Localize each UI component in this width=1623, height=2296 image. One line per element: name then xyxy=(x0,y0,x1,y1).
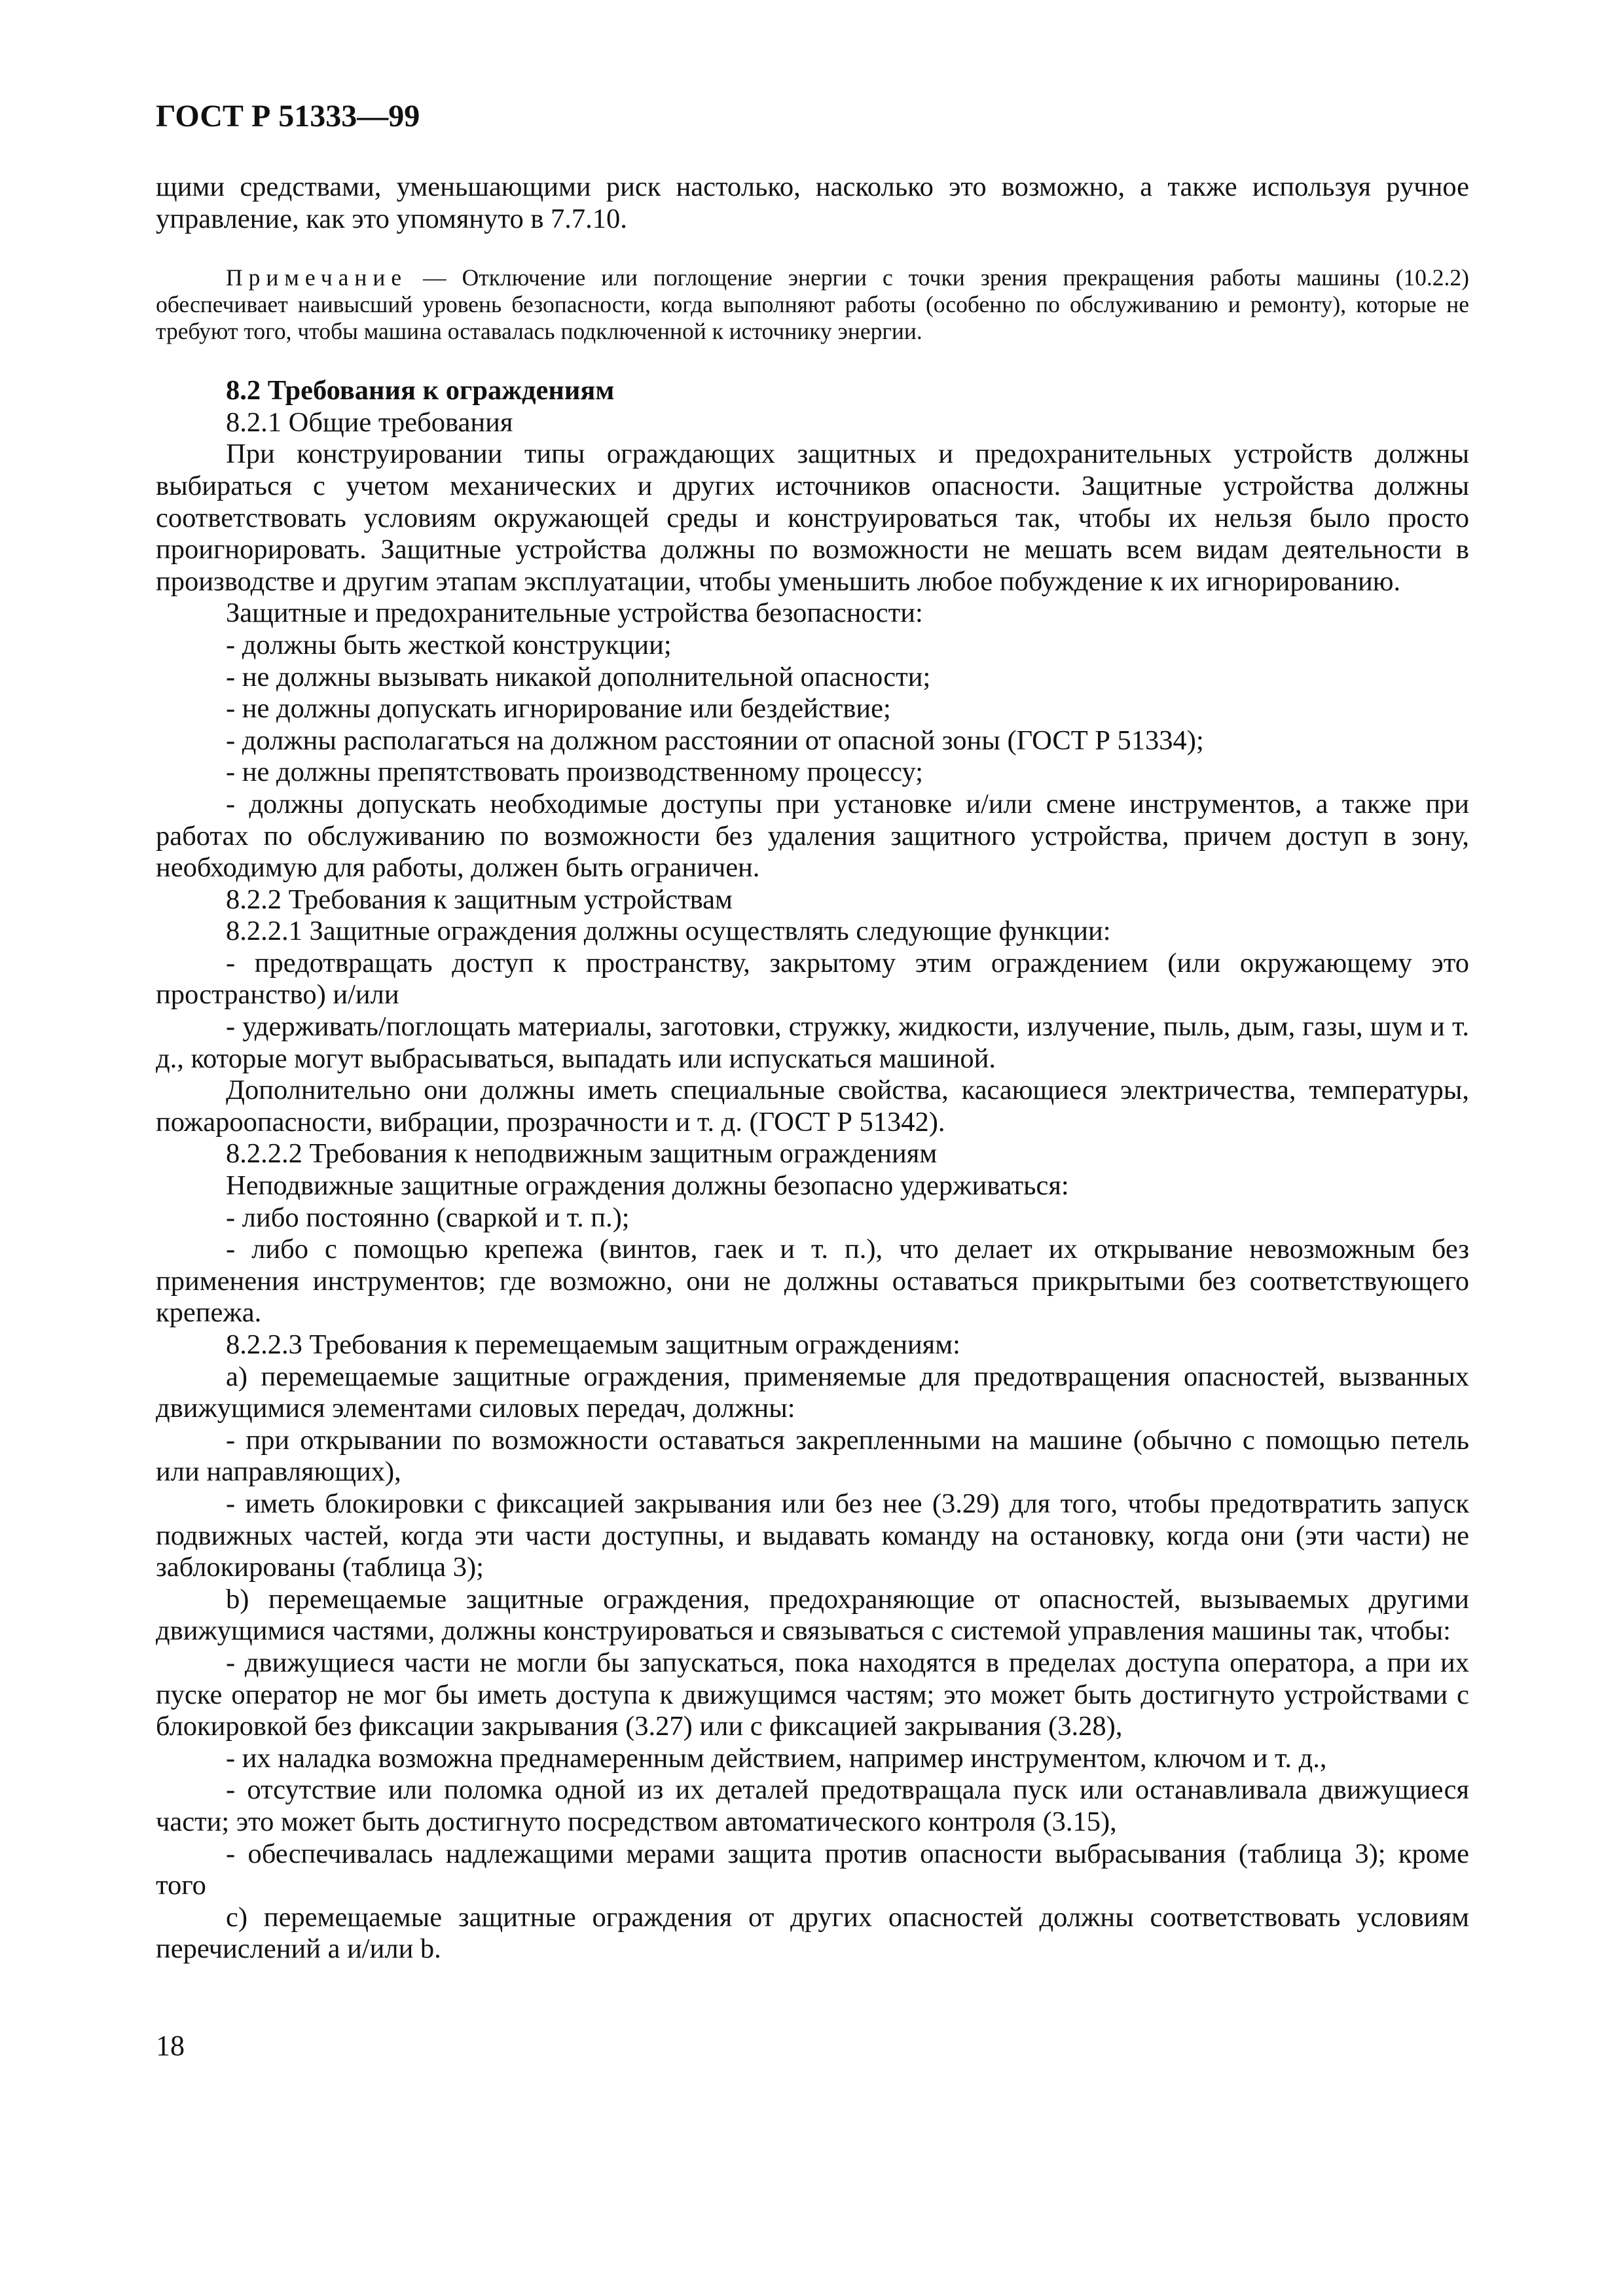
paragraph: Дополнительно они должны иметь специальные свойства, касающиеся электричества, температуры, пожароопасности, вибрации, прозрачности и т. д. (ГОСТ Р 51342). xyxy=(156,1075,1469,1138)
page-body xyxy=(156,171,1469,1965)
subsection-8-2-2-1: 8.2.2.1 Защитные ограждения должны осуществлять следующие функции: xyxy=(226,916,1111,947)
paragraph: Неподвижные защитные ограждения должны безопасно удерживаться: xyxy=(226,1170,1069,1202)
subsection-8-2-2-3: 8.2.2.3 Требования к перемещаемым защитным ограждениям: xyxy=(226,1329,960,1360)
list-item: - удерживать/поглощать материалы, заготовки, стружку, жидкости, излучение, пыль, дым, газы, шум и т. д., которые могут выбрасываться, выпадать или испускаться машиной. xyxy=(156,1011,1469,1074)
list-item: - их наладка возможна преднамеренным действием, например инструментом, ключом и т. д., xyxy=(226,1742,1327,1774)
list-item: - либо с помощью крепежа (винтов, гаек и т. п.), что делает их открывание невозможным без применения инструментов; где возможно, они не должны оставаться прикрытыми без соответствующего крепежа. xyxy=(156,1234,1469,1329)
intro-paragraph: щими средствами, уменьшающими риск настолько, насколько это возможно, а также используя ручное управление, как это упомянуто в 7.7.10. xyxy=(156,171,1469,234)
list-item: - обеспечивалась надлежащими мерами защита против опасности выбрасывания (таблица 3); кроме того xyxy=(156,1838,1469,1901)
page-number: 18 xyxy=(156,2030,185,2062)
item-b: b) перемещаемые защитные ограждения, предохраняющие от опасностей, вызываемых другими движущимися частями, должны конструироваться и связываться с системой управления машины так, чтобы: xyxy=(156,1583,1469,1647)
note-paragraph xyxy=(156,264,1469,345)
list-item: - не должны препятствовать производственному процессу; xyxy=(226,757,923,788)
list-item: - должны располагаться на должном расстоянии от опасной зоны (ГОСТ Р 51334); xyxy=(226,725,1204,756)
page-header: ГОСТ Р 51333—99 xyxy=(156,99,420,134)
list-item: - отсутствие или поломка одной из их деталей предотвращала пуск или останавливала движущиеся части; это может быть достигнуто посредством автоматического контроля (3.15), xyxy=(156,1774,1469,1837)
subsection-8-2-2-2: 8.2.2.2 Требования к неподвижным защитным ограждениям xyxy=(226,1138,938,1170)
list-item: - предотвращать доступ к пространству, закрытому этим ограждением (или окружающему это пространство) и/или xyxy=(156,947,1469,1011)
list-item: - иметь блокировки с фиксацией закрывания или без нее (3.29) для того, чтобы предотвратить запуск подвижных частей, когда эти части доступны, и выдавать команду на остановку, когда они (эти части) не заблокированы (таблица 3); xyxy=(156,1488,1469,1583)
list-item: - не должны вызывать никакой дополнительной опасности; xyxy=(226,661,931,692)
item-c: с) перемещаемые защитные ограждения от других опасностей должны соответствовать условиям перечислений а и/или b. xyxy=(156,1901,1469,1965)
list-item: - не должны допускать игнорирование или бездействие; xyxy=(226,693,891,725)
item-a: а) перемещаемые защитные ограждения, применяемые для предотвращения опасностей, вызванных движущимися элементами силовых передач, должны: xyxy=(156,1361,1469,1424)
list-item: - должны быть жесткой конструкции; xyxy=(226,629,672,660)
section-title: 8.2 Требования к ограждениям xyxy=(226,375,615,406)
list-item: - движущиеся части не могли бы запускаться, пока находятся в пределах доступа оператора, а при их пуске оператор не мог бы иметь доступа к движущимся частям; это может быть достигнуто устройствами с блокировкой без фиксации закрывания (3.27) или с фиксацией закрывания (3.28), xyxy=(156,1647,1469,1742)
list-item: - при открывании по возможности оставаться закрепленными на машине (обычно с помощью петель или направляющих), xyxy=(156,1424,1469,1488)
subsection-8-2-1: 8.2.1 Общие требования xyxy=(226,406,513,438)
list-item: - либо постоянно (сваркой и т. п.); xyxy=(226,1202,630,1233)
note-label: Примечание xyxy=(226,264,408,291)
list-item: - должны допускать необходимые доступы при установке и/или смене инструментов, а также при работах по обслуживанию по возможности без удаления защитного устройства, причем доступ в зону, необходимую для работы, должен быть ограничен. xyxy=(156,788,1469,884)
subsection-8-2-2: 8.2.2 Требования к защитным устройствам xyxy=(226,884,733,915)
paragraph: При конструировании типы ограждающих защитных и предохранительных устройств должны выбираться с учетом механических и других источников опасности. Защитные устройства должны соответствовать условиям окружающей среды и конструироваться так, чтобы их нельзя было просто проигнорировать. Защитные устройства должны по возможности не мешать всем видам деятельности в производстве и другим этапам эксплуатации, чтобы уменьшить любое побуждение к их игнорированию. xyxy=(156,439,1469,597)
note-text: — Отключение или поглощение энергии с точки зрения прекращения работы машины (10.2.2) обеспечивает наивысший уровень безопасности, когда выполняют работы (особенно по обслуживанию и ремонту), которые не требуют того, чтобы машина оставалась подключенной к источнику энергии. xyxy=(156,264,1469,345)
paragraph: Защитные и предохранительные устройства безопасности: xyxy=(226,598,923,629)
